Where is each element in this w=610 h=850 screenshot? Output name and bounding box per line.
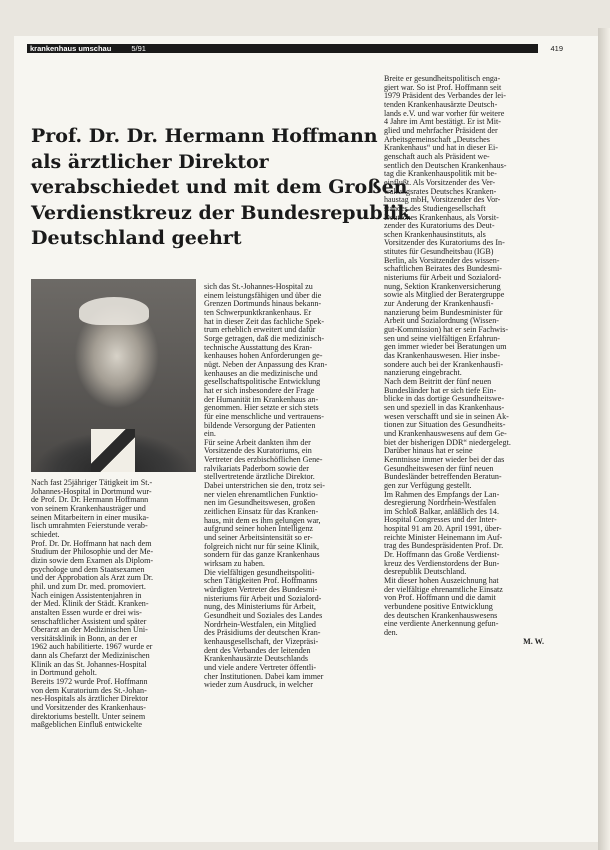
text-line: des deutschen Krankenhauswesens bbox=[384, 611, 498, 620]
text-line: hat er sich insbesondere der Frage bbox=[204, 386, 315, 395]
text-line: Vertreter des erzbischöflichen Gene- bbox=[204, 456, 323, 465]
text-line: hospital 91 am 20. April 1991, über- bbox=[384, 525, 502, 534]
text-line: Bundesländer betreffenden Beratun- bbox=[384, 473, 502, 482]
text-line: schiedet. bbox=[31, 530, 60, 539]
text-line: Nach einigen Assistentenjahren in bbox=[31, 591, 142, 600]
text-line: nung, Sektion Krankenversicherung bbox=[384, 282, 501, 291]
text-line: Im Rahmen des Empfangs der Lan- bbox=[384, 490, 500, 499]
text-line: nanzierung eingebracht. bbox=[384, 369, 462, 378]
text-line: stellvertretende ärztliche Direktor. bbox=[204, 473, 315, 482]
text-line: trum erheblich erweitert und dafür bbox=[204, 326, 316, 335]
text-line: tag die Krankenhauspolitik mit be- bbox=[384, 170, 497, 179]
text-line: Die vielfältigen gesundheitspoliti- bbox=[204, 568, 315, 577]
page-number: 419 bbox=[550, 44, 563, 53]
text-line: von dem Kuratorium des St.-Johan- bbox=[31, 686, 147, 695]
headline-line: als ärztlicher Direktor bbox=[31, 150, 269, 173]
text-line: phil. und zum Dr. med. promoviert. bbox=[31, 582, 146, 591]
text-line: seinen Mitarbeitern in einer musika- bbox=[31, 513, 149, 522]
text-line: gut-Kommission) hat er sein Fachwis- bbox=[384, 326, 509, 335]
text-line: wesen verschafft und sie in seinen Ak- bbox=[384, 412, 509, 421]
text-line: zender des Kuratoriums des Deut- bbox=[384, 222, 495, 231]
portrait-photo bbox=[31, 279, 196, 472]
article-column-3 bbox=[384, 75, 544, 646]
portrait-collar bbox=[91, 429, 135, 472]
text-line: sondere auch bei der Krankenhausfi- bbox=[384, 360, 504, 369]
text-line: ein. bbox=[204, 430, 216, 439]
text-line: Sorge getragen, daß die medizinisch- bbox=[204, 334, 325, 343]
text-line: Krankenhausärzte Deutschlands bbox=[204, 655, 309, 664]
text-line: Nordrhein-Westfalen, ein Mitglied bbox=[204, 620, 316, 629]
text-line: bildende Versorgung der Patienten bbox=[204, 421, 316, 430]
text-line: genschaft auch als Präsident we- bbox=[384, 152, 490, 161]
text-line: 1962 auch habilitierte. 1967 wurde er bbox=[31, 643, 153, 652]
text-line: de Prof. Dr. Dr. Hermann Hoffmann bbox=[31, 496, 149, 505]
text-line: von Prof. Hoffmann und die damit bbox=[384, 594, 496, 603]
portrait-hair bbox=[79, 297, 149, 325]
text-line: des Präsidiums der deutschen Kran- bbox=[204, 629, 321, 638]
text-line: folgreich nicht nur für seine Klinik, bbox=[204, 542, 320, 551]
text-line: sen und speziell in das Krankenhaus- bbox=[384, 403, 505, 412]
text-line: der Humanität im Krankenhaus an- bbox=[204, 395, 319, 404]
text-line: sondern für das ganze Krankenhaus bbox=[204, 551, 320, 560]
text-line: wirksam zu haben. bbox=[204, 560, 265, 568]
author-signature: M. W. bbox=[523, 637, 544, 646]
text-line: haustag mbH, Vorsitzender des Vor- bbox=[384, 196, 501, 205]
text-line: Arbeitsgemeinschaft „Deutsches bbox=[384, 135, 490, 144]
text-line: 4 Jahre im Amt bestätigt. Er ist Mit- bbox=[384, 118, 501, 127]
text-line: blicke in das dortige Gesundheitswe- bbox=[384, 395, 505, 404]
text-line: schen Tätigkeiten Prof. Hoffmanns bbox=[204, 577, 318, 586]
text-line: dent des Verbandes der leitenden bbox=[204, 646, 311, 655]
text-line: Für seine Arbeit dankten ihm der bbox=[204, 438, 311, 447]
text-line: verbundene positive Entwicklung bbox=[384, 603, 493, 612]
text-line: nen im Gesundheitswesen, großen bbox=[204, 499, 316, 508]
text-line: zur Änderung der Krankenhausfi- bbox=[384, 300, 494, 309]
text-line: sich das St.-Johannes-Hospital zu bbox=[204, 283, 313, 291]
text-line: psychologe und dem Staatsexamen bbox=[31, 565, 145, 574]
text-line: Dabei unterstrichen sie den, trotz sei- bbox=[204, 482, 325, 491]
text-line: und seiner Arbeitsintensität so er- bbox=[204, 534, 313, 543]
text-line: technische Ausstattung des Kran- bbox=[204, 343, 313, 352]
magazine-title: krankenhaus umschau bbox=[30, 44, 112, 53]
text-line: sentlich den Deutschen Krankenhaus- bbox=[384, 161, 507, 170]
text-line: hat in dieser Zeit das fachliche Spek- bbox=[204, 317, 325, 326]
text-line: Berlin, als Vorsitzender des wissen- bbox=[384, 256, 500, 265]
headline-line: verabschiedet und mit dem Großen bbox=[31, 176, 408, 198]
text-line: wieder zum Ausdruck, in welcher bbox=[204, 681, 314, 690]
text-line: tionen zur Situation des Gesundheits- bbox=[384, 421, 506, 430]
text-line: tenden Krankenhausärzte Deutsch- bbox=[384, 100, 498, 109]
text-line: Bundesländer hat er sich tiefe Ein- bbox=[384, 386, 497, 395]
text-line: Prof. Dr. Dr. Hoffmann hat nach dem bbox=[31, 539, 152, 548]
text-line: haus, mit dem es ihm gelungen war, bbox=[204, 516, 321, 525]
text-line: anstalten Essen wurde er drei wis- bbox=[31, 608, 142, 617]
text-line: nisteriums für Arbeit und Sozialord- bbox=[384, 274, 502, 283]
text-line: stitutes für Gesundheitsbau (IGB) bbox=[384, 248, 494, 257]
text-line: schen Krankenhausinstituts, als bbox=[384, 230, 486, 239]
text-line: Klinik an das St. Johannes-Hospital bbox=[31, 660, 147, 669]
text-line: sowie als Mitglied der Beratergruppe bbox=[384, 291, 505, 300]
text-line: Johannes-Hospital in Dortmund wur- bbox=[31, 487, 152, 496]
text-line: nes-Hospitals als ärztlicher Direktor bbox=[31, 695, 149, 704]
text-line: Studium der Philosophie und der Me- bbox=[31, 548, 154, 557]
text-line: versitätsklinik in Bonn, an der er bbox=[31, 634, 138, 643]
text-line: trag des Bundespräsidenten Prof. Dr. bbox=[384, 542, 504, 551]
text-line: Vorsitzende des Kuratoriums, ein bbox=[204, 447, 312, 456]
article-headline bbox=[31, 124, 411, 252]
text-line: lisch umrahmten Feierstunde verab- bbox=[31, 522, 148, 531]
text-line: und Krankenhauswesens auf dem Ge- bbox=[384, 429, 507, 438]
text-line: Grenzen Dortmunds hinaus bekann- bbox=[204, 300, 322, 309]
text-line: für eine menschliche und vertrauens- bbox=[204, 412, 325, 421]
headline-line: Prof. Dr. Dr. Hermann Hoffmann bbox=[31, 125, 378, 147]
text-line: dizin sowie dem Examen als Diplom- bbox=[31, 556, 154, 565]
text-line: aufgrund seiner hohen Intelligenz bbox=[204, 525, 314, 534]
text-line: Gesundheit und Soziales des Landes bbox=[204, 611, 323, 620]
text-line: nanzierung beim Bundesminister für bbox=[384, 308, 503, 317]
text-line: standes des Studiengesellschaft bbox=[384, 204, 486, 213]
text-line: kenhausgesellschaft, der Vizepräsi- bbox=[204, 637, 319, 646]
text-line: desrepublik Deutschland. bbox=[384, 568, 467, 577]
text-line: biet der bisherigen DDR“ niedergelegt. bbox=[384, 438, 511, 447]
text-line: direktoriums bestellt. Unter seinem bbox=[31, 712, 146, 721]
running-header bbox=[27, 44, 538, 53]
text-line: sen und seine vielfältigen Erfahrun- bbox=[384, 334, 500, 343]
text-line: einem leistungsfähigen und über die bbox=[204, 291, 322, 300]
text-line: 1979 Präsident des Verbandes der lei- bbox=[384, 92, 506, 101]
text-line: in Dortmund geholt. bbox=[31, 669, 97, 678]
text-line: Krankenhaus“ und hat in dieser Ei- bbox=[384, 144, 498, 153]
text-line: gen immer wieder bei Beratungen um bbox=[384, 343, 507, 352]
text-line: Dr. Hoffmann das Große Verdienst- bbox=[384, 551, 500, 560]
text-line: Hospital Congresses und der Inter- bbox=[384, 516, 497, 525]
text-line: dann als Chefarzt der Medizinischen bbox=[31, 652, 150, 661]
text-line: der Med. Klinik der Städt. Kranken- bbox=[31, 600, 149, 609]
text-line: waltungsrates Deutsches Kranken- bbox=[384, 187, 497, 196]
text-line: cher Institutionen. Dabei kam immer bbox=[204, 672, 324, 681]
headline-line: Deutschland geehrt bbox=[31, 227, 242, 249]
text-line: reichte Minister Heinemann im Auf- bbox=[384, 533, 503, 542]
text-line: giert war. So ist Prof. Hoffmann seit bbox=[384, 83, 502, 92]
text-line: und viele andere Vertreter öffentli- bbox=[204, 663, 317, 672]
text-line: ten Schwerpunktkrankenhaus. Er bbox=[204, 308, 312, 317]
text-line: der vielfältige ehrenamtliche Einsatz bbox=[384, 585, 503, 594]
text-line: senschaftlicher Assistent und später bbox=[31, 617, 147, 626]
text-line: ner vielen ehrenamtlichen Funktio- bbox=[204, 490, 318, 499]
text-line: schaftlichen Beirates des Bundesmi- bbox=[384, 265, 502, 274]
text-line: desregierung Nordrhein-Westfalen bbox=[384, 499, 496, 508]
issue-number: 5/91 bbox=[131, 44, 146, 53]
text-line: lands e.V. und war vorher für weitere bbox=[384, 109, 505, 118]
text-line: Bereits 1972 wurde Prof. Hoffmann bbox=[31, 678, 148, 687]
article-column-1 bbox=[31, 479, 197, 730]
page-edge-shadow bbox=[598, 28, 610, 850]
text-line: den. bbox=[384, 629, 398, 637]
text-line: gen zur Verfügung gestellt. bbox=[384, 481, 472, 490]
text-line: Breite er gesundheitspolitisch enga- bbox=[384, 75, 501, 83]
text-line: Vorsitzender des Kuratoriums des In- bbox=[384, 239, 505, 248]
text-line: würdigten Vertreter des Bundesmi- bbox=[204, 585, 318, 594]
text-line: nisteriums für Arbeit und Sozialord- bbox=[204, 594, 322, 603]
text-line: Kenntnisse immer wieder bei der das bbox=[384, 455, 505, 464]
text-line: und Vorsitzender des Krankenhaus- bbox=[31, 704, 147, 713]
text-line: Darüber hinaus hat er seine bbox=[384, 447, 473, 456]
text-line: nügt. Neben der Anpassung des Kran- bbox=[204, 360, 328, 369]
text-line: genommen. Hier setzte er sich stets bbox=[204, 404, 319, 413]
text-line: Deutsches Krankenhaus, als Vorsit- bbox=[384, 213, 499, 222]
text-line: eine verdiente Anerkennung gefun- bbox=[384, 620, 499, 629]
text-line: einflußt. Als Vorsitzender des Ver- bbox=[384, 178, 496, 187]
text-line: ralvikariats Paderborn sowie der bbox=[204, 464, 309, 473]
text-line: von seinem Krankenhausträger und bbox=[31, 504, 146, 513]
text-line: glied und mehrfacher Präsident der bbox=[384, 126, 498, 135]
text-line: Nach fast 25jähriger Tätigkeit im St.- bbox=[31, 479, 153, 487]
text-line: gesellschaftspolitische Entwicklung bbox=[204, 378, 321, 387]
text-line: kenhauses an die medizinische und bbox=[204, 369, 318, 378]
text-line: maßgeblichen Einfluß entwickelte bbox=[31, 721, 143, 730]
text-line: Oberarzt an der Medizinischen Uni- bbox=[31, 626, 148, 635]
text-line: zeitlichen Einsatz für das Kranken- bbox=[204, 508, 319, 517]
text-line: Mit dieser hohen Auszeichnung hat bbox=[384, 577, 499, 586]
text-line: im Schloß Balkar, anläßlich des 14. bbox=[384, 507, 499, 516]
text-line: Arbeit und Sozialordnung (Wissen- bbox=[384, 317, 499, 326]
text-line: kenhauses hohen Anforderungen ge- bbox=[204, 352, 323, 361]
text-line: Gesundheitswesen der fünf neuen bbox=[384, 464, 494, 473]
text-line: nung, des Ministeriums für Arbeit, bbox=[204, 603, 316, 612]
text-line: und der Approbation als Arzt zum Dr. bbox=[31, 574, 154, 583]
text-line: Nach dem Beitritt der fünf neuen bbox=[384, 377, 492, 386]
article-column-2 bbox=[204, 283, 372, 690]
headline-line: Verdienstkreuz der Bundesrepublik bbox=[31, 201, 411, 224]
text-line: kreuz des Verdienstordens der Bun- bbox=[384, 559, 500, 568]
text-line: das Krankenhauswesen. Hier insbe- bbox=[384, 352, 500, 360]
